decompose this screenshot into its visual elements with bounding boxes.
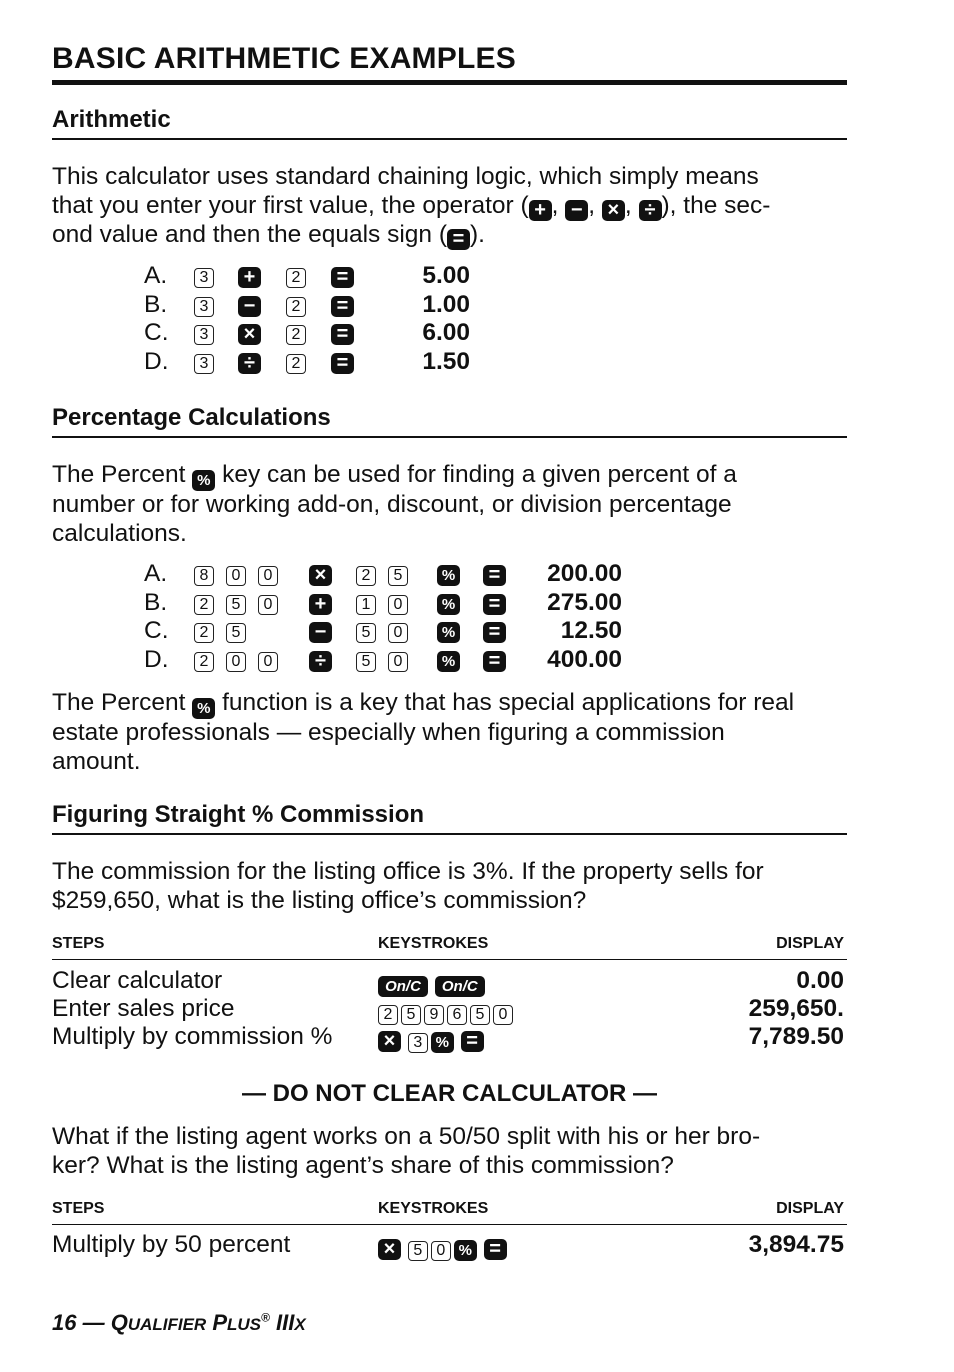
steps-table-header [52, 935, 847, 960]
digit-key-icon: 0 [226, 566, 246, 586]
step-row-split: Multiply by 50 percent × 5 0 % = 3,894.75 [52, 1231, 844, 1260]
percentage-example-row [52, 617, 672, 645]
example-letter: B. [144, 290, 168, 318]
minus-key-icon: − [309, 622, 332, 643]
times-key-icon: × [378, 1031, 401, 1052]
result-value: 275.00 [547, 588, 622, 616]
plus-key-icon: + [309, 594, 332, 615]
arithmetic-example-row [52, 348, 612, 376]
digit-key-icon: 2 [194, 595, 214, 615]
digit-key-icon: 5 [401, 1005, 421, 1025]
on-clear-key-icon: On/C [378, 976, 428, 997]
minus-key-icon: − [238, 296, 261, 317]
equals-key-icon: = [447, 229, 470, 250]
commission-intro: The commission for the listing office is 3%. If the property sells for $259,650, what is the listing office’s commission? [52, 858, 764, 914]
percent-key-icon: % [431, 1032, 454, 1053]
digit-key-icon: 5 [388, 566, 408, 586]
example-letter: C. [144, 617, 169, 644]
equals-key-icon: = [331, 267, 354, 288]
arithmetic-intro: This calculator uses standard chaining logic, which simply means that you enter your first value, the operator ( + , − , × , ÷ ), the sec- ond value and then the equals sign ( = ). [52, 163, 771, 250]
result-value: 1.00 [422, 290, 470, 318]
times-key-icon: × [378, 1239, 401, 1260]
percent-key-icon: % [192, 470, 215, 491]
example-letter: D. [144, 347, 169, 375]
digit-key-icon: 2 [194, 652, 214, 672]
arithmetic-example-row [52, 319, 612, 347]
percent-key-icon: % [437, 622, 460, 643]
equals-key-icon: = [483, 651, 506, 672]
digit-key-icon: 3 [194, 325, 214, 345]
equals-key-icon: = [483, 565, 506, 586]
example-letter: D. [144, 645, 169, 673]
result-value: 400.00 [547, 645, 622, 673]
percent-key-icon: % [437, 594, 460, 615]
on-clear-key-icon: On/C [435, 976, 485, 997]
digit-key-icon: 1 [356, 595, 376, 615]
times-key-icon: × [238, 324, 261, 345]
digit-key-icon: 0 [388, 623, 408, 643]
digit-key-icon: 6 [447, 1005, 467, 1025]
divide-key-icon: ÷ [309, 651, 332, 672]
percentage-example-row [52, 646, 672, 674]
result-value: 1.50 [422, 347, 470, 375]
step-row-price: Enter sales price 2 5 9 6 5 0 259,650. [52, 995, 844, 1023]
minus-key-icon: − [565, 200, 588, 221]
arithmetic-example-row [52, 291, 612, 319]
times-key-icon: × [309, 565, 332, 586]
equals-key-icon: = [484, 1239, 507, 1260]
percentage-note: The Percent % function is a key that has special applications for real estate professionals — especially when figuring a commission amount. [52, 689, 795, 775]
digit-key-icon: 0 [388, 652, 408, 672]
arithmetic-example-row [52, 262, 612, 290]
digit-key-icon: 2 [286, 325, 306, 345]
digit-key-icon: 3 [194, 297, 214, 317]
result-value: 6.00 [422, 319, 470, 346]
steps-table-header-2: STEPS KEYSTROKES DISPLAY [52, 1200, 847, 1225]
digit-key-icon: 2 [194, 623, 214, 643]
percent-key-icon: % [192, 698, 215, 719]
equals-key-icon: = [483, 594, 506, 615]
section-heading-arithmetic: Arithmetic [52, 106, 847, 140]
digit-key-icon: 3 [194, 268, 214, 288]
section-heading-percentage: Percentage Calculations [52, 404, 847, 438]
step-row-clear: Clear calculator On/C On/C 0.00 [52, 967, 844, 995]
percent-key-icon: % [437, 651, 460, 672]
percentage-intro: The Percent % key can be used for finding a given percent of a number or for working add-on, discount, or division percentage calculations. [52, 461, 737, 547]
digit-key-icon: 0 [226, 652, 246, 672]
digit-key-icon: 0 [258, 595, 278, 615]
digit-key-icon: 5 [470, 1005, 490, 1025]
result-value: 12.50 [560, 617, 622, 644]
equals-key-icon: = [331, 324, 354, 345]
example-letter: C. [144, 319, 169, 346]
digit-key-icon: 2 [286, 268, 306, 288]
digit-key-icon: 5 [408, 1241, 428, 1261]
example-letter: A. [144, 560, 168, 587]
display-header: DISPLAY [776, 935, 844, 952]
digit-key-icon: 2 [378, 1005, 398, 1025]
digit-key-icon: 5 [226, 623, 246, 643]
result-value: 5.00 [422, 262, 470, 289]
percent-key-icon: % [437, 565, 460, 586]
digit-key-icon: 0 [258, 652, 278, 672]
digit-key-icon: 0 [258, 566, 278, 586]
digit-key-icon: 5 [356, 652, 376, 672]
digit-key-icon: 5 [356, 623, 376, 643]
digit-key-icon: 3 [194, 354, 214, 374]
digit-key-icon: 9 [424, 1005, 444, 1025]
digit-key-icon: 0 [431, 1241, 451, 1261]
example-letter: B. [144, 588, 168, 616]
digit-key-icon: 0 [493, 1005, 513, 1025]
percentage-example-row [52, 560, 672, 588]
digit-key-icon: 2 [286, 297, 306, 317]
plus-key-icon: + [238, 267, 261, 288]
percent-key-icon: % [454, 1240, 477, 1261]
page-title: BASIC ARITHMETIC EXAMPLES [52, 42, 847, 85]
equals-key-icon: = [461, 1031, 484, 1052]
result-value: 200.00 [547, 560, 622, 587]
divide-key-icon: ÷ [639, 200, 662, 221]
percentage-example-row [52, 589, 672, 617]
digit-key-icon: 2 [356, 566, 376, 586]
digit-key-icon: 2 [286, 354, 306, 374]
steps-header: STEPS [52, 935, 105, 952]
split-question: What if the listing agent works on a 50/50 split with his or her bro- ker? What is the listing agent’s share of this commission? [52, 1123, 761, 1179]
digit-key-icon: 0 [388, 595, 408, 615]
digit-key-icon: 5 [226, 595, 246, 615]
step-row-multiply: Multiply by commission % × 3 % = 7,789.50 [52, 1023, 844, 1052]
do-not-clear-notice: — DO NOT CLEAR CALCULATOR — [241, 1080, 658, 1107]
digit-key-icon: 8 [194, 566, 214, 586]
divide-key-icon: ÷ [238, 353, 261, 374]
times-key-icon: × [602, 200, 625, 221]
keystrokes-header: KEYSTROKES [378, 935, 489, 952]
section-heading-commission: Figuring Straight % Commission [52, 801, 847, 835]
equals-key-icon: = [483, 622, 506, 643]
digit-key-icon: 3 [408, 1033, 428, 1053]
example-letter: A. [144, 262, 168, 289]
plus-key-icon: + [529, 200, 552, 221]
equals-key-icon: = [331, 353, 354, 374]
page-footer: 16 — QUALIFIER PLUS® IIIX [52, 1310, 306, 1335]
equals-key-icon: = [331, 296, 354, 317]
